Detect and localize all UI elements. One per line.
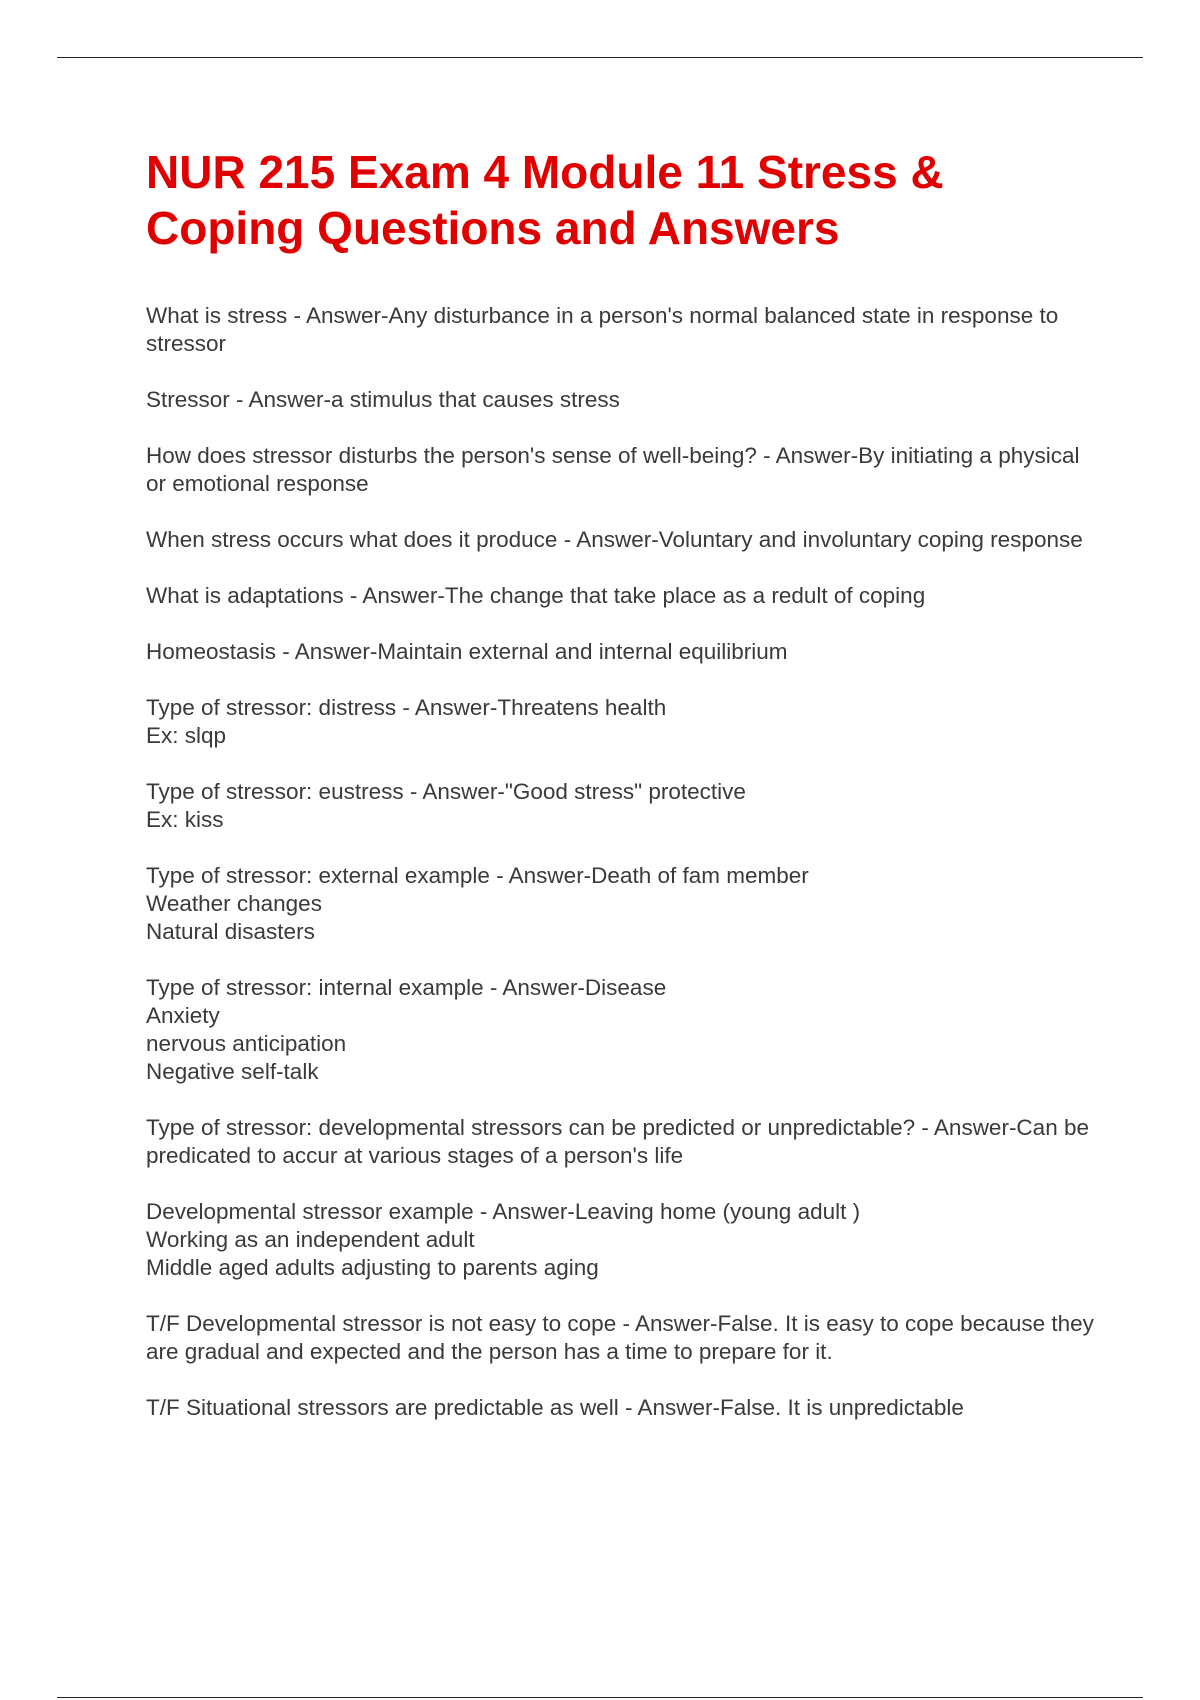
qa-item: Homeostasis - Answer-Maintain external and internal equilibrium xyxy=(146,639,788,664)
qa-item: How does stressor disturbs the person's sense of well-being? - Answer-By initiating a physical or emotional response xyxy=(146,443,1080,496)
qa-item: T/F Situational stressors are predictable as well - Answer-False. It is unpredictable xyxy=(146,1395,964,1420)
qa-item: Type of stressor: developmental stressors can be predicted or unpredictable? - Answer-Can be predicated to accur at various stages of a person's life xyxy=(146,1115,1089,1168)
qa-item: When stress occurs what does it produce - Answer-Voluntary and involuntary coping response xyxy=(146,527,1083,552)
qa-item: What is adaptations - Answer-The change that take place as a redult of coping xyxy=(146,583,926,608)
document-title: NUR 215 Exam 4 Module 11 Stress & Coping Questions and Answers xyxy=(146,146,944,254)
qa-item: Type of stressor: eustress - Answer-"Good stress" protective Ex: kiss xyxy=(146,779,746,832)
header-rule xyxy=(57,57,1143,58)
qa-item: Type of stressor: internal example - Answer-Disease Anxiety nervous anticipation Negative self-talk xyxy=(146,975,667,1084)
footer-rule xyxy=(57,1697,1143,1698)
qa-item: What is stress - Answer-Any disturbance in a person's normal balanced state in response to stressor xyxy=(146,303,1059,356)
qa-item: Type of stressor: distress - Answer-Threatens health Ex: slqp xyxy=(146,695,667,748)
qa-item: T/F Developmental stressor is not easy to cope - Answer-False. It is easy to cope because they are gradual and expected and the person has a time to prepare for it. xyxy=(146,1311,1094,1364)
qa-list xyxy=(146,302,1096,1450)
qa-item: Type of stressor: external example - Answer-Death of fam member Weather changes Natural disasters xyxy=(146,863,809,944)
qa-item: Developmental stressor example - Answer-Leaving home (young adult ) Working as an independent adult Middle aged adults adjusting to parents aging xyxy=(146,1199,861,1280)
qa-item: Stressor - Answer-a stimulus that causes stress xyxy=(146,387,620,412)
